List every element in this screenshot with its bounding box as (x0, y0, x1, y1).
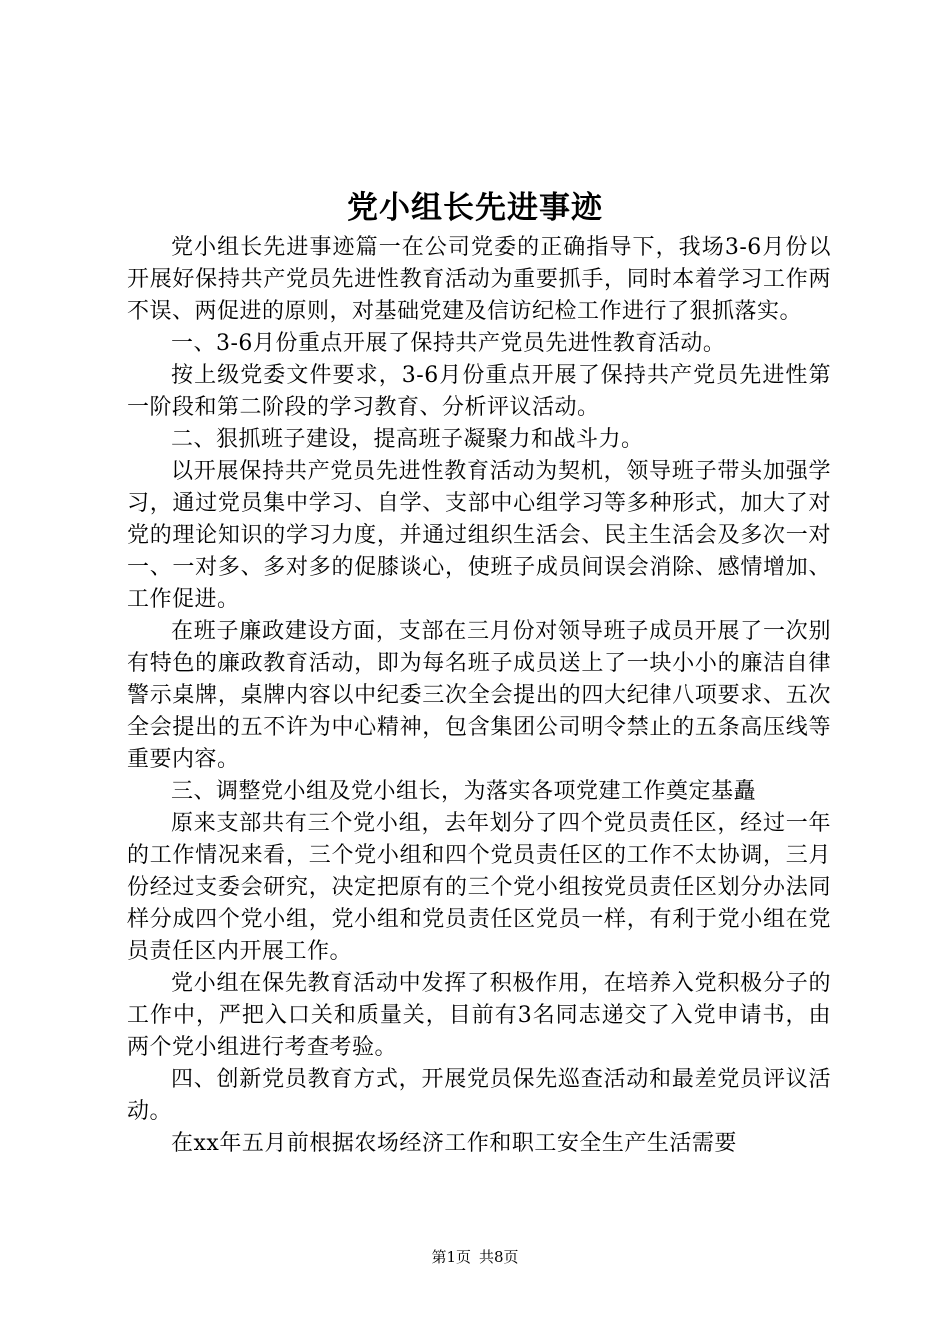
paragraph: 在班子廉政建设方面，支部在三月份对领导班子成员开展了一次别有特色的廉政教育活动，即为每名班子成员送上了一块小小的廉洁自律警示桌牌，桌牌内容以中纪委三次全会提出的四大纪律八项要求、五次全会提出的五不许为中心精神，包含集团公司明令禁止的五条高压线等重要内容。 (127, 619, 831, 772)
paragraph: 在xx年五月前根据农场经济工作和职工安全生产生活需要 (171, 1131, 737, 1156)
section-heading-4: 四、创新党员教育方式，开展党员保先巡查活动和最差党员评议活动。 (127, 1067, 831, 1124)
paragraph-intro: 党小组长先进事迹篇一在公司党委的正确指导下，我场3-6月份以开展好保持共产党员先进性教育活动为重要抓手，同时本着学习工作两不误、两促进的原则，对基础党建及信访纪检工作进行了狠抓落实。 (127, 235, 831, 324)
section-heading-2: 二、狠抓班子建设，提高班子凝聚力和战斗力。 (171, 427, 644, 452)
document-title: 党小组长先进事迹 (347, 190, 603, 226)
section-heading-3: 三、调整党小组及党小组长，为落实各项党建工作奠定基矗 (171, 779, 757, 804)
paragraph: 原来支部共有三个党小组，去年划分了四个党员责任区，经过一年的工作情况来看，三个党小组和四个党员责任区的工作不太协调，三月份经过支委会研究，决定把原有的三个党小组按党员责任区划分办法同样分成四个党小组，党小组和党员责任区党员一样，有利于党小组在党员责任区内开展工作。 (127, 811, 831, 964)
page-footer (0, 1246, 950, 1268)
section-heading-1: 一、3-6月份重点开展了保持共产党员先进性教育活动。 (171, 331, 726, 356)
paragraph: 按上级党委文件要求，3-6月份重点开展了保持共产党员先进性第一阶段和第二阶段的学习教育、分析评议活动。 (127, 363, 831, 420)
paragraph: 以开展保持共产党员先进性教育活动为契机，领导班子带头加强学习，通过党员集中学习、自学、支部中心组学习等多种形式，加大了对党的理论知识的学习力度，并通过组织生活会、民主生活会及多次一对一、一对多、多对多的促膝谈心，使班子成员间误会消除、感情增加、工作促进。 (127, 459, 831, 612)
paragraph: 党小组在保先教育活动中发挥了积极作用，在培养入党积极分子的工作中，严把入口关和质量关，目前有3名同志递交了入党申请书，由两个党小组进行考查考验。 (127, 971, 831, 1060)
page-total: 共8页 (479, 1248, 519, 1266)
document-body (127, 232, 831, 1160)
page-number: 第1页 (431, 1248, 471, 1266)
